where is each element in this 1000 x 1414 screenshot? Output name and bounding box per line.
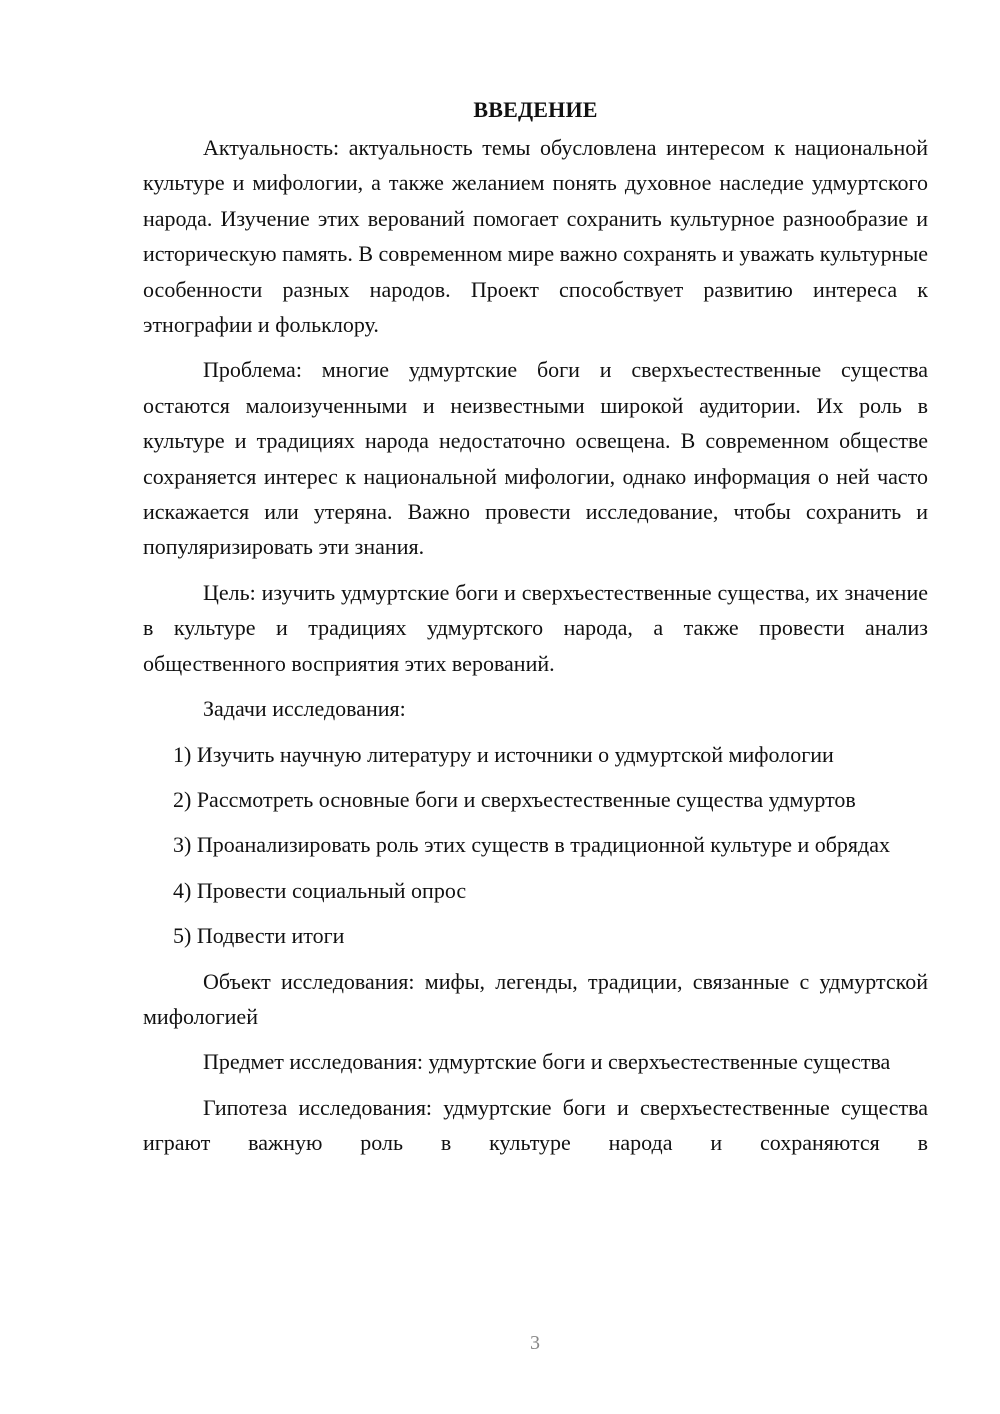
hypothesis-paragraph: Гипотеза исследования: удмуртские боги и сверхъестественные существа играют важную роль в культуре народа и сохраняются в — [143, 1094, 928, 1156]
section-heading: ВВЕДЕНИЕ — [473, 97, 598, 122]
task-item-1: 1) Изучить научную литературу и источники о удмуртской мифологии — [173, 741, 834, 767]
problem-paragraph: Проблема: многие удмуртские боги и сверхъестественные существа остаются малоизученными и неизвестными широкой аудитории. Их роль в культуре и традициях народа недостаточно освещена. В современном обществе сохраняется интерес к национальной мифологии, однако информация о ней часто искажается или утеряна. Важно провести исследование, чтобы сохранить и популяризировать эти знания. — [143, 357, 928, 560]
task-item-2: 2) Рассмотреть основные боги и сверхъестественные существа удмуртов — [173, 786, 856, 812]
subject-paragraph: Предмет исследования: удмуртские боги и сверхъестественные существа — [203, 1049, 891, 1075]
object-paragraph: Объект исследования: мифы, легенды, традиции, связанные с удмуртской мифологией — [143, 968, 928, 1029]
document-page — [143, 92, 928, 1171]
task-item-3: 3) Проанализировать роль этих существ в традиционной культуре и обрядах — [173, 832, 890, 858]
goal-paragraph: Цель: изучить удмуртские боги и сверхъестественные существа, их значение в культуре и традициях удмуртского народа, а также провести анализ общественного восприятия этих верований. — [143, 579, 928, 676]
relevance-paragraph: Актуальность: актуальность темы обусловлена интересом к национальной культуре и мифологии, а также желанием понять духовное наследие удмуртского народа. Изучение этих верований помогает сохранить культурное разнообразие и историческую память. В современном мире важно сохранять и уважать культурные особенности разных народов. Проект способствует развитию интереса к этнографии и фольклору. — [143, 135, 928, 338]
tasks-heading: Задачи исследования: — [203, 696, 406, 722]
page-number: 3 — [530, 1332, 540, 1354]
task-item-4: 4) Провести социальный опрос — [173, 877, 467, 903]
task-item-5: 5) Подвести итоги — [173, 923, 345, 949]
